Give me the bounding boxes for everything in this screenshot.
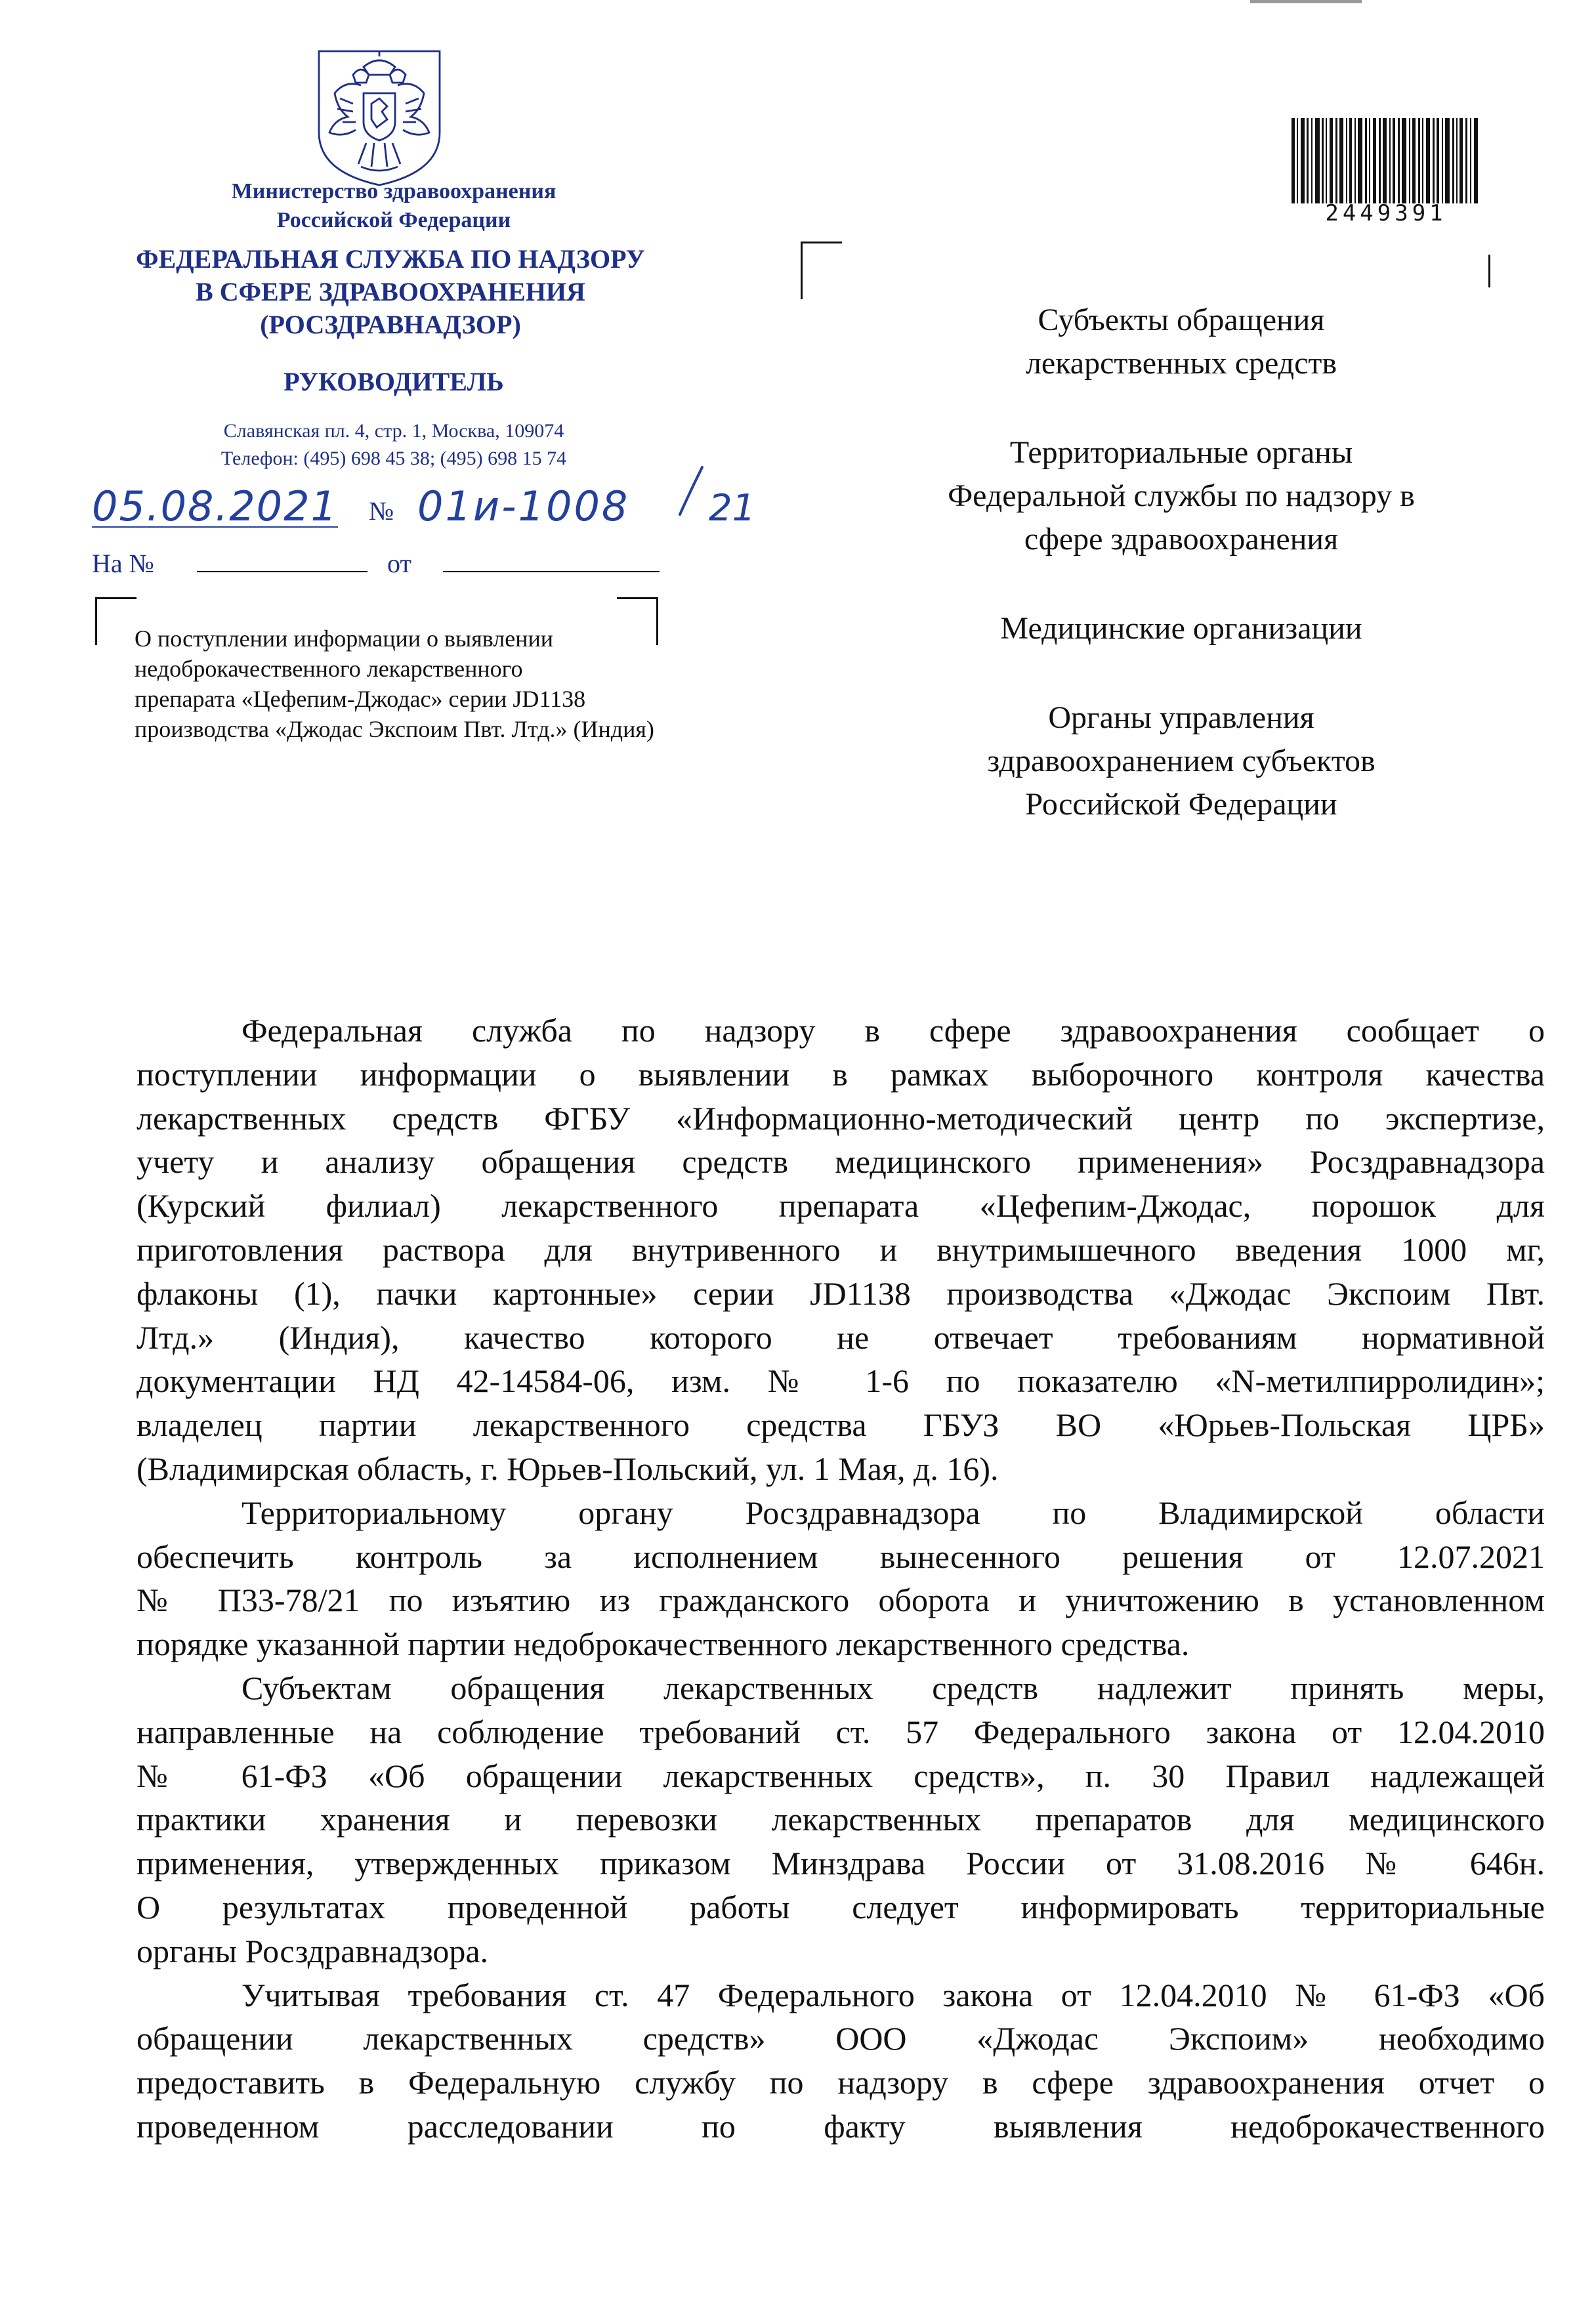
body-line: практики хранения и перевозки лекарственных препаратов для медицинского: [136, 1801, 1545, 1838]
body-line: (Курский филиал) лекарственного препарата «Цефепим-Джодас, порошок для: [136, 1187, 1545, 1225]
body-line: применения, утвержденных приказом Минздрава России от 31.08.2016 № 646н.: [136, 1845, 1545, 1882]
body-line: поступлении информации о выявлении в рамках выборочного контроля качества: [136, 1055, 1545, 1093]
letter-body: [136, 1009, 1545, 2149]
body-line: приготовления раствора для внутривенного и внутримышечного введения 1000 мг,: [136, 1231, 1545, 1268]
body-line: обеспечить контроль за исполнением вынесенного решения от 12.07.2021: [136, 1538, 1545, 1575]
address-bracket-right: [1488, 255, 1490, 287]
body-line: документации НД 42-14584-06, изм. № 1-6 по показателю «N-метилпирролидин»;: [136, 1362, 1545, 1400]
body-line: Территориальному органу Росздравнадзора по Владимирской области: [242, 1494, 1545, 1531]
recipient: Медицинские организации: [1000, 611, 1362, 646]
reply-number-blank: [197, 571, 368, 572]
coat-of-arms-icon: [314, 46, 445, 190]
recipient: Органы управления здравоохранением субъектов Российской Федерации: [987, 700, 1376, 822]
body-line: органы Росздравнадзора.: [136, 1932, 489, 1969]
registration-number: 01и-1008: [417, 482, 630, 530]
recipient: Территориальные органы Федеральной службы по надзору в сфере здравоохранения: [948, 435, 1415, 557]
barcode-icon: [1292, 118, 1480, 203]
head-title: РУКОВОДИТЕЛЬ: [284, 367, 504, 396]
recipient: Субъекты обращения лекарственных средств: [1025, 303, 1337, 381]
body-line: порядке указанной партии недоброкачественного лекарственного средства.: [136, 1626, 1190, 1663]
body-line: обращении лекарственных средств» ООО «Джодас Экспоим» необходимо: [136, 2020, 1545, 2057]
body-line: Федеральная служба по надзору в сфере здравоохранения сообщает о: [242, 1012, 1545, 1049]
page-edge-mark: [1250, 0, 1362, 3]
body-line: проведенном расследовании по факту выявления недоброкачественного: [136, 2107, 1545, 2145]
registration-number-label: №: [369, 496, 394, 526]
handwritten-slash-icon: [671, 465, 710, 517]
body-line: О результатах проведенной работы следует информировать территориальные: [136, 1888, 1545, 1925]
body-line: предоставить в Федеральную службу по надзору в сфере здравоохранения отчет о: [136, 2064, 1545, 2101]
body-line: Учитывая требования ст. 47 Федерального закона от 12.04.2010 № 61-ФЗ «Об: [242, 1976, 1545, 2013]
body-line: учету и анализу обращения средств медицинского применения» Росздравнадзора: [136, 1143, 1545, 1181]
body-line: лекарственных средств ФГБУ «Информационно-методический центр по экспертизе,: [136, 1099, 1545, 1137]
contact-address: Славянская пл. 4, стр. 1, Москва, 109074 Телефон: (495) 698 45 38; (495) 698 15 74: [220, 420, 567, 469]
body-line: (Владимирская область, г. Юрьев-Польский, ул. 1 Мая, д. 16).: [136, 1450, 999, 1487]
reply-from-label: от: [387, 549, 411, 578]
body-line: направленные на соблюдение требований ст. 57 Федерального закона от 12.04.2010: [136, 1713, 1545, 1750]
body-line: Лтд.» (Индия), качество которого не отвечает требованиям нормативной: [136, 1318, 1545, 1356]
body-line: № П33-78/21 по изъятию из гражданского оборота и уничтожению в установленном: [136, 1582, 1545, 1619]
registration-suffix: 21: [709, 487, 756, 530]
barcode-number: 2449391: [1325, 200, 1447, 226]
body-line: владелец партии лекарственного средства ГБУЗ ВО «Юрьев-Польская ЦРБ»: [136, 1406, 1545, 1444]
registration-date: 05.08.2021: [92, 482, 338, 530]
body-line: флаконы (1), пачки картонные» серии JD1138 производства «Джодас Экспоим Пвт.: [136, 1274, 1545, 1312]
recipients-block: [853, 299, 1509, 872]
subject-bracket-left: [95, 597, 136, 645]
reply-to-number-label: На №: [92, 549, 154, 578]
ministry-name: Министерство здравоохранения Российской Федерации: [231, 179, 556, 232]
address-bracket-left: [801, 242, 842, 299]
body-line: Субъектам обращения лекарственных средств надлежит принять меры,: [242, 1669, 1545, 1706]
letter-subject: О поступлении информации о выявлении недоброкачественного лекарственного препарата «Цефепим-Джодас» серии JD1138 производства «Джодас Экспоим Пвт. Лтд.» (Индия): [135, 625, 654, 742]
body-line: № 61-ФЗ «Об обращении лекарственных средств», п. 30 Правил надлежащей: [136, 1757, 1545, 1794]
service-name: ФЕДЕРАЛЬНАЯ СЛУЖБА ПО НАДЗОРУ В СФЕРЕ ЗДРАВООХРАНЕНИЯ (РОСЗДРАВНАДЗОР): [136, 244, 645, 339]
reply-date-blank: [443, 571, 660, 572]
